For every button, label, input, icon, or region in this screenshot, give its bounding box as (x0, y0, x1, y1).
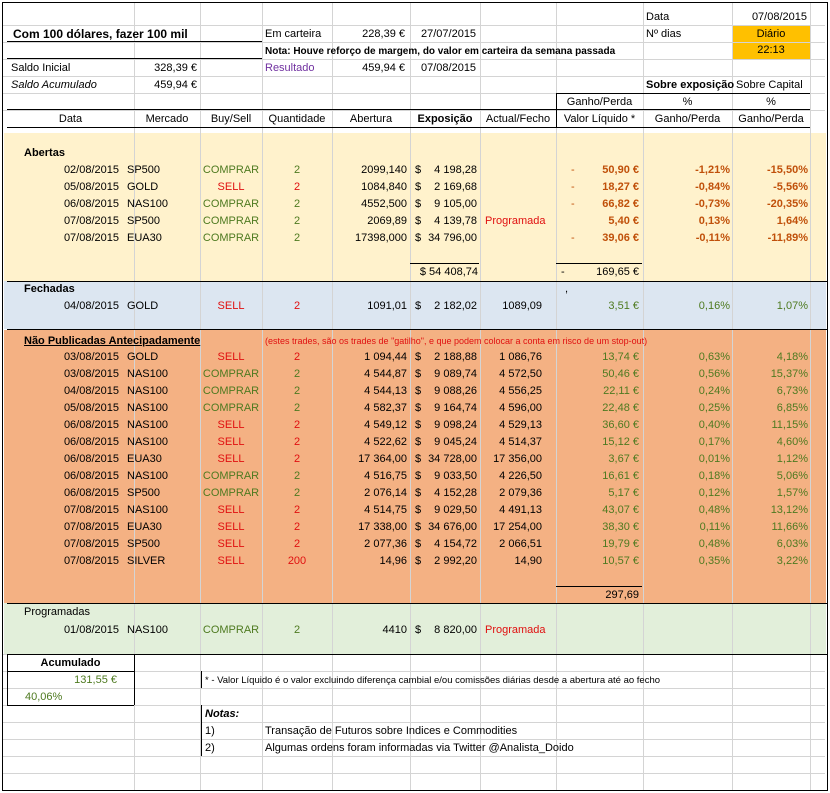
fechadas-comma: , (565, 283, 569, 295)
acumulado-value: 131,55 € (74, 674, 117, 686)
row-market: NAS100 (127, 624, 168, 636)
note-2-text: Algumas ordens foram informadas via Twitter @Analista_Doido (265, 742, 574, 754)
row-qty: 2 (293, 521, 301, 533)
row-qty: 2 (293, 453, 301, 465)
abertas-label: Abertas (24, 147, 65, 159)
row-exposicao: 4 198,28 (434, 164, 477, 176)
row-qty: 2 (293, 368, 301, 380)
row-pct-exposicao: 0,35% (698, 555, 730, 567)
row-pct-capital: 1,07% (776, 300, 808, 312)
row-abertura: 2099,140 (361, 164, 407, 176)
row-qty: 2 (293, 164, 301, 176)
row-qty: 2 (293, 385, 301, 397)
col-buysell: Buy/Sell (210, 113, 252, 125)
row-abertura: 2 077,36 (364, 538, 407, 550)
saldo-acumulado-label: Saldo Acumulado (11, 79, 97, 91)
ganho-perda-top: Ganho/Perda (566, 96, 633, 108)
row-date: 06/08/2015 (63, 419, 119, 431)
row-side: COMPRAR (202, 215, 260, 227)
row-side: COMPRAR (202, 624, 260, 636)
row-side: SELL (217, 521, 245, 533)
row-exposicao-symbol: $ (415, 436, 422, 448)
row-actual: 17 356,00 (493, 453, 542, 465)
row-pct-capital: 6,03% (776, 538, 808, 550)
row-date: 04/08/2015 (63, 300, 119, 312)
row-abertura: 1091,01 (367, 300, 407, 312)
note-1-number: 1) (205, 725, 215, 737)
row-market: NAS100 (127, 402, 168, 414)
row-actual: 4 491,13 (499, 504, 542, 516)
row-market: NAS100 (127, 436, 168, 448)
data-label: Data (646, 11, 670, 23)
row-abertura: 4 514,75 (364, 504, 407, 516)
row-market: SP500 (127, 164, 161, 176)
row-pct-exposicao: 0,40% (698, 419, 730, 431)
row-pct-capital: 6,73% (776, 385, 808, 397)
row-market: GOLD (127, 181, 159, 193)
resultado-date: 07/08/2015 (421, 62, 477, 74)
row-pct-capital: 11,15% (771, 419, 808, 431)
row-side: SELL (217, 453, 245, 465)
row-dash: - (571, 181, 575, 193)
em-carteira-date: 27/07/2015 (421, 28, 477, 40)
row-market: SP500 (127, 538, 161, 550)
row-pct-exposicao: 0,63% (698, 351, 730, 363)
row-valor: 38,30 € (602, 521, 639, 533)
spreadsheet (2, 2, 828, 791)
row-exposicao-symbol: $ (415, 624, 422, 636)
row-exposicao: 2 188,88 (434, 351, 477, 363)
row-abertura: 4410 (382, 624, 407, 636)
row-valor: 13,74 € (602, 351, 639, 363)
row-side: COMPRAR (202, 232, 260, 244)
row-qty: 2 (293, 487, 301, 499)
row-exposicao-symbol: $ (415, 351, 422, 363)
row-actual: 4 596,00 (499, 402, 542, 414)
row-side: SELL (217, 538, 245, 550)
saldo-acumulado-value: 459,94 € (154, 79, 197, 91)
row-qty: 2 (293, 300, 301, 312)
row-side: SELL (217, 351, 245, 363)
nao-publicadas-total: 297,69 (605, 589, 639, 601)
row-side: SELL (217, 419, 245, 431)
row-pct-exposicao: 0,11% (699, 521, 730, 533)
row-exposicao-symbol: $ (415, 453, 422, 465)
row-exposicao-symbol: $ (415, 470, 422, 482)
row-abertura: 2 076,14 (364, 487, 407, 499)
row-abertura: 4552,500 (361, 198, 407, 210)
row-side: COMPRAR (202, 385, 260, 397)
row-pct-capital: 1,57% (776, 487, 808, 499)
row-pct-capital: -5,56% (773, 181, 808, 193)
row-date: 06/08/2015 (63, 487, 119, 499)
row-date: 06/08/2015 (63, 198, 119, 210)
resultado-value: 459,94 € (362, 62, 405, 74)
row-actual: 4 572,50 (499, 368, 542, 380)
acumulado-pct: 40,06% (25, 691, 63, 703)
row-pct-capital: 5,06% (776, 470, 808, 482)
row-pct-exposicao: -0,11% (695, 232, 730, 244)
row-actual: Programada (485, 215, 546, 227)
row-pct-capital: 15,37% (770, 368, 808, 380)
row-side: SELL (217, 300, 245, 312)
row-pct-capital: 6,85% (776, 402, 808, 414)
col-abertura: Abertura (349, 113, 393, 125)
row-pct-exposicao: 0,24% (698, 385, 730, 397)
row-exposicao: 2 169,68 (434, 181, 477, 193)
row-dash: - (571, 198, 575, 210)
row-date: 03/08/2015 (63, 351, 119, 363)
row-pct-exposicao: 0,12% (698, 487, 730, 499)
row-side: SELL (217, 181, 245, 193)
row-valor: 16,61 € (602, 470, 639, 482)
row-date: 07/08/2015 (63, 555, 119, 567)
asterisk-note: * - Valor Líquido é o valor excluindo diferença cambial e/ou comissões diárias desde a abertura até ao fecho (205, 675, 661, 686)
abertas-total-dash: - (561, 266, 565, 278)
row-qty: 200 (287, 555, 307, 567)
nota-text: Nota: Houve reforço de margem, do valor em carteira da semana passada (265, 46, 616, 57)
row-abertura: 4 544,87 (364, 368, 407, 380)
row-date: 05/08/2015 (63, 181, 119, 193)
row-exposicao: 2 992,20 (434, 555, 477, 567)
row-valor: 66,82 € (602, 198, 639, 210)
row-market: SP500 (127, 487, 161, 499)
row-exposicao-symbol: $ (415, 538, 422, 550)
row-market: NAS100 (127, 198, 168, 210)
row-side: COMPRAR (202, 470, 260, 482)
row-market: EUA30 (127, 453, 162, 465)
row-actual: 1 086,76 (499, 351, 542, 363)
row-qty: 2 (293, 504, 301, 516)
row-actual: 4 556,25 (499, 385, 542, 397)
row-date: 02/08/2015 (63, 164, 119, 176)
row-pct-exposicao: 0,01% (698, 453, 730, 465)
row-exposicao: 34 796,00 (428, 232, 477, 244)
row-abertura: 17398,000 (355, 232, 407, 244)
row-exposicao-symbol: $ (415, 198, 422, 210)
row-qty: 2 (293, 232, 301, 244)
row-date: 06/08/2015 (63, 436, 119, 448)
abertas-total-valor: 169,65 € (596, 266, 639, 278)
row-exposicao-symbol: $ (415, 402, 422, 414)
row-side: COMPRAR (202, 198, 260, 210)
note-1-text: Transação de Futuros sobre Indices e Commodities (265, 725, 518, 737)
row-pct-exposicao: -1,21% (695, 164, 730, 176)
row-exposicao: 9 045,24 (434, 436, 477, 448)
row-exposicao-symbol: $ (415, 232, 422, 244)
row-valor: 22,11 € (603, 385, 639, 397)
col-valor: Valor Líquido * (563, 113, 636, 125)
row-abertura: 17 338,00 (358, 521, 407, 533)
row-pct-exposicao: 0,56% (698, 368, 730, 380)
row-valor: 39,06 € (602, 232, 639, 244)
pct-capital: % (766, 96, 776, 108)
row-side: SELL (217, 555, 245, 567)
row-pct-exposicao: 0,18% (698, 470, 730, 482)
row-date: 07/08/2015 (63, 504, 119, 516)
sobre-exposicao: Sobre exposição (646, 79, 735, 91)
row-pct-capital: 1,12% (776, 453, 808, 465)
row-market: GOLD (127, 300, 159, 312)
row-pct-capital: 11,66% (771, 521, 808, 533)
row-qty: 2 (293, 470, 301, 482)
row-market: NAS100 (127, 470, 168, 482)
row-valor: 50,46 € (602, 368, 639, 380)
row-qty: 2 (293, 181, 301, 193)
row-market: NAS100 (127, 368, 168, 380)
row-pct-exposicao: 0,48% (698, 504, 730, 516)
row-pct-capital: 4,18% (776, 351, 808, 363)
row-dash: - (571, 164, 575, 176)
row-qty: 2 (293, 436, 301, 448)
saldo-inicial-label: Saldo Inicial (11, 62, 71, 74)
row-exposicao: 4 152,28 (434, 487, 477, 499)
col-exposicao: Exposição (417, 113, 473, 125)
row-exposicao: 9 098,24 (434, 419, 477, 431)
row-valor: 5,40 € (608, 215, 639, 227)
row-pct-capital: 3,22% (776, 555, 808, 567)
row-side: COMPRAR (202, 368, 260, 380)
row-market: SILVER (127, 555, 166, 567)
row-pct-exposicao: 0,48% (698, 538, 730, 550)
row-actual: 14,90 (514, 555, 542, 567)
row-side: SELL (217, 504, 245, 516)
row-exposicao: 2 182,02 (434, 300, 477, 312)
row-abertura: 1 094,44 (364, 351, 407, 363)
nao-publicadas-label: Não Publicadas Antecipadamente (24, 335, 201, 347)
row-date: 01/08/2015 (63, 624, 119, 636)
row-side: SELL (217, 436, 245, 448)
row-valor: 22,48 € (602, 402, 639, 414)
row-abertura: 2069,89 (367, 215, 407, 227)
col-quantidade: Quantidade (268, 113, 326, 125)
row-abertura: 17 364,00 (358, 453, 407, 465)
abertas-total-exposicao: $ 54 408,74 (419, 266, 478, 278)
row-qty: 2 (293, 419, 301, 431)
row-date: 07/08/2015 (63, 521, 119, 533)
row-abertura: 4 522,62 (364, 436, 407, 448)
row-pct-capital: 4,60% (776, 436, 808, 448)
row-abertura: 1084,840 (361, 181, 407, 193)
row-valor: 10,57 € (602, 555, 639, 567)
row-date: 06/08/2015 (63, 453, 119, 465)
row-valor: 5,17 € (608, 487, 639, 499)
row-pct-exposicao: -0,73% (695, 198, 730, 210)
em-carteira-label: Em carteira (265, 28, 322, 40)
row-valor: 50,90 € (602, 164, 639, 176)
col-data: Data (58, 113, 83, 125)
row-exposicao: 34 728,00 (428, 453, 477, 465)
row-pct-capital: -20,35% (767, 198, 808, 210)
row-market: EUA30 (127, 232, 162, 244)
row-actual: Programada (485, 624, 546, 636)
row-qty: 2 (293, 198, 301, 210)
row-exposicao-symbol: $ (415, 181, 422, 193)
row-pct-capital: 1,64% (776, 215, 808, 227)
row-exposicao: 9 088,26 (434, 385, 477, 397)
row-pct-exposicao: 0,17% (698, 436, 730, 448)
sheet-title: Com 100 dólares, fazer 100 mil (13, 27, 188, 41)
row-exposicao-symbol: $ (415, 419, 422, 431)
row-date: 07/08/2015 (63, 215, 119, 227)
sobre-capital: Sobre Capital (736, 79, 803, 91)
row-exposicao-symbol: $ (415, 215, 422, 227)
row-valor: 15,12 € (602, 436, 639, 448)
row-exposicao-symbol: $ (415, 521, 422, 533)
col-ganho-cap: Ganho/Perda (738, 113, 804, 125)
row-dash: - (571, 232, 575, 244)
row-exposicao: 9 105,00 (434, 198, 477, 210)
col-mercado: Mercado (145, 113, 189, 125)
data-value: 07/08/2015 (751, 11, 807, 23)
row-valor: 3,51 € (608, 300, 639, 312)
row-market: EUA30 (127, 521, 162, 533)
row-abertura: 4 516,75 (364, 470, 407, 482)
row-pct-exposicao: 0,16% (698, 300, 730, 312)
row-abertura: 4 544,13 (364, 385, 407, 397)
row-actual: 17 254,00 (493, 521, 542, 533)
row-abertura: 14,96 (379, 555, 407, 567)
row-date: 04/08/2015 (63, 385, 119, 397)
row-abertura: 4 582,37 (364, 402, 407, 414)
row-pct-exposicao: -0,84% (695, 181, 730, 193)
row-qty: 2 (293, 402, 301, 414)
row-exposicao: 34 676,00 (428, 521, 477, 533)
row-side: COMPRAR (202, 164, 260, 176)
row-date: 05/08/2015 (63, 402, 119, 414)
row-actual: 2 079,36 (499, 487, 542, 499)
row-exposicao: 9 089,74 (434, 368, 477, 380)
row-date: 06/08/2015 (63, 470, 119, 482)
pct-exposicao: % (682, 96, 693, 108)
row-date: 07/08/2015 (63, 538, 119, 550)
row-pct-exposicao: 0,13% (698, 215, 730, 227)
row-exposicao-symbol: $ (415, 368, 422, 380)
row-actual: 2 066,51 (499, 538, 542, 550)
row-exposicao-symbol: $ (415, 487, 422, 499)
row-exposicao: 9 033,50 (434, 470, 477, 482)
row-pct-capital: 13,12% (770, 504, 808, 516)
row-exposicao: 8 820,00 (434, 624, 477, 636)
row-qty: 2 (293, 215, 301, 227)
row-exposicao-symbol: $ (415, 385, 422, 397)
col-actual: Actual/Fecho (485, 113, 551, 125)
row-market: NAS100 (127, 385, 168, 397)
row-valor: 3,67 € (608, 453, 639, 465)
em-carteira-value: 228,39 € (362, 28, 405, 40)
row-exposicao-symbol: $ (415, 300, 422, 312)
row-qty: 2 (293, 538, 301, 550)
col-ganho-exp: Ganho/Perda (654, 113, 721, 125)
row-qty: 2 (293, 624, 301, 636)
ndias-label: Nº dias (646, 28, 682, 40)
row-exposicao: 4 139,78 (434, 215, 477, 227)
acumulado-label: Acumulado (40, 657, 101, 669)
row-actual: 1089,09 (502, 300, 542, 312)
row-exposicao: 9 164,74 (434, 402, 477, 414)
row-qty: 2 (293, 351, 301, 363)
row-valor: 19,79 € (602, 538, 639, 550)
row-date: 03/08/2015 (63, 368, 119, 380)
row-actual: 4 226,50 (499, 470, 542, 482)
row-exposicao: 9 029,50 (434, 504, 477, 516)
row-pct-exposicao: 0,25% (698, 402, 730, 414)
row-market: GOLD (127, 351, 159, 363)
row-side: COMPRAR (202, 402, 260, 414)
row-abertura: 4 549,12 (364, 419, 407, 431)
row-exposicao: 4 154,72 (434, 538, 477, 550)
nao-publicadas-note: (estes trades, são os trades de "gatilho", e que podem colocar a conta em risco de um stop-out) (265, 336, 648, 346)
resultado-label: Resultado (265, 62, 315, 74)
row-actual: 4 514,37 (499, 436, 542, 448)
row-pct-capital: -15,50% (767, 164, 808, 176)
row-market: NAS100 (127, 504, 168, 516)
row-valor: 18,27 € (602, 181, 639, 193)
row-market: NAS100 (127, 419, 168, 431)
diario-time: 22:13 (757, 44, 785, 56)
row-exposicao-symbol: $ (415, 555, 422, 567)
row-actual: 4 529,13 (499, 419, 542, 431)
row-pct-capital: -11,89% (767, 232, 808, 244)
fechadas-label: Fechadas (24, 283, 75, 295)
notas-label: Notas: (205, 708, 240, 720)
row-valor: 36,60 € (602, 419, 639, 431)
row-exposicao-symbol: $ (415, 164, 422, 176)
row-market: SP500 (127, 215, 161, 227)
row-exposicao-symbol: $ (415, 504, 422, 516)
diario-label: Diário (756, 28, 786, 40)
saldo-inicial-value: 328,39 € (154, 62, 197, 74)
row-side: COMPRAR (202, 487, 260, 499)
row-valor: 43,07 € (602, 504, 639, 516)
note-2-number: 2) (205, 742, 215, 754)
row-date: 07/08/2015 (63, 232, 119, 244)
programadas-label: Programadas (24, 606, 91, 618)
